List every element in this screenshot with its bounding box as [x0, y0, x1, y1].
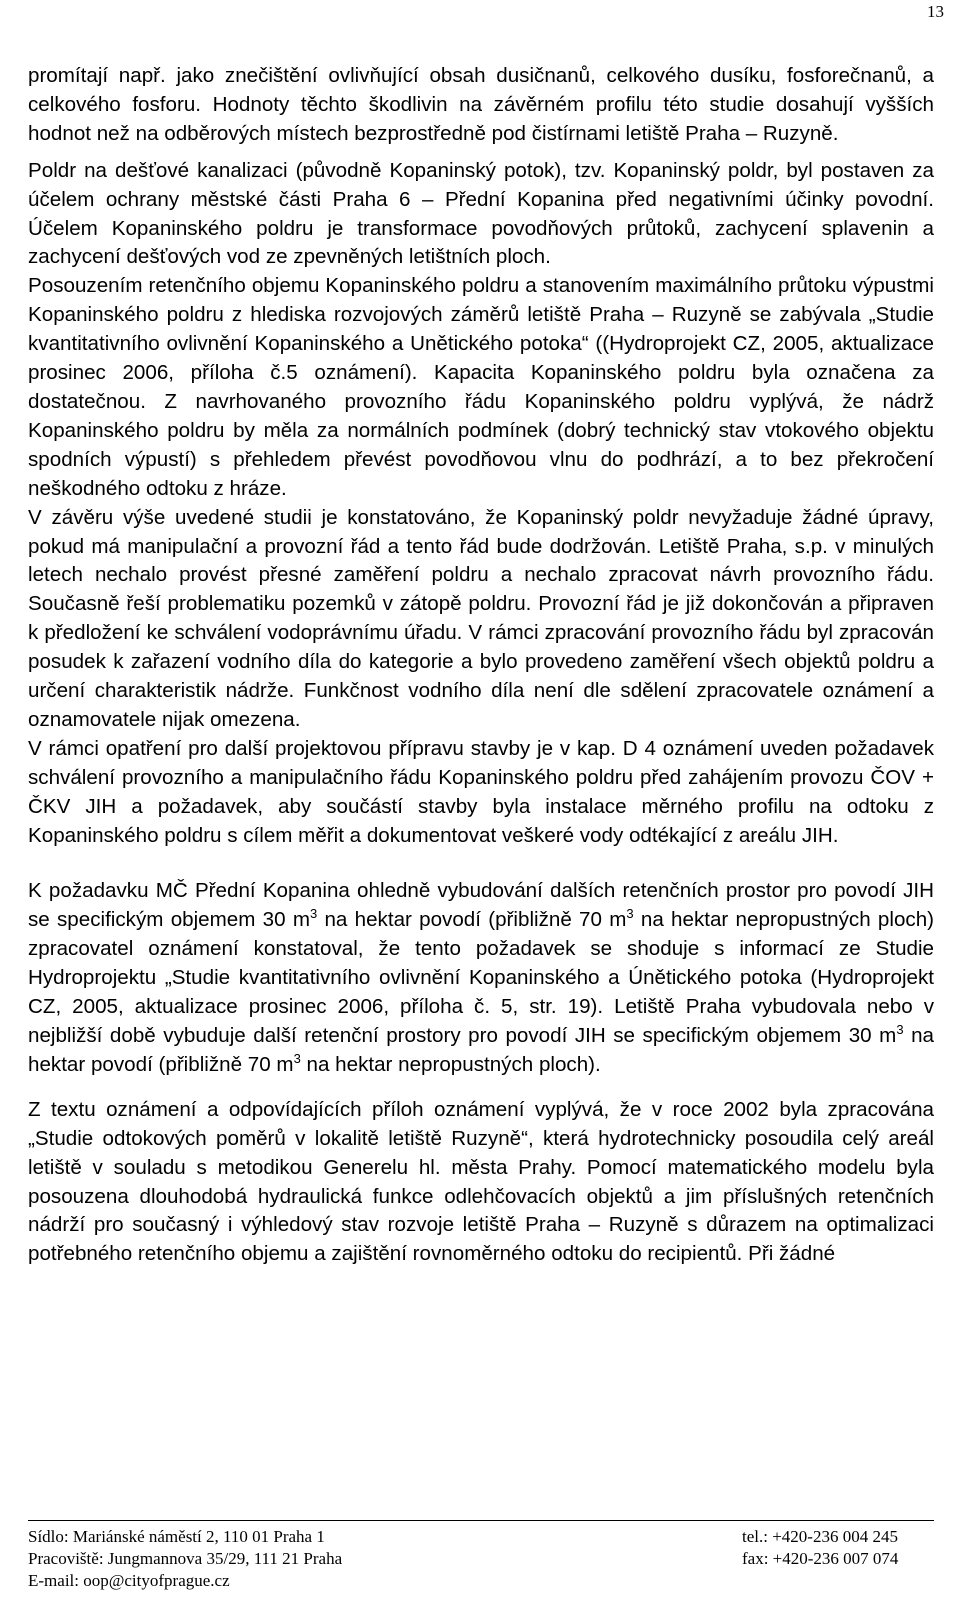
footer-address: Sídlo: Mariánské náměstí 2, 110 01 Praha 1	[28, 1527, 325, 1546]
footer-contact-right	[742, 1526, 898, 1570]
superscript: 3	[896, 1022, 904, 1037]
document-body	[28, 62, 934, 1269]
text-run: na hektar povodí (přibližně 70 m	[317, 908, 627, 932]
paragraph: promítají např. jako znečištění ovlivňující obsah dusičnanů, celkového dusíku, fosforečnanů, a celkového fosforu. Hodnoty těchto škodlivin na závěrném profilu této studie dosahují vyšších hodnot než na odběrových místech bezprostředně pod čistírnami letiště Praha – Ruzyně.	[28, 64, 934, 145]
paragraph: V rámci opatření pro další projektovou přípravu stavby je v kap. D 4 oznámení uveden požadavek schválení provozního a manipulačního řádu Kopaninského poldru před zahájením provozu ČOV + ČKV JIH a požadavek, aby součástí stavby byla instalace měrného profilu na odtoku z Kopaninského poldru s cílem měřit a dokumentovat veškeré vody odtékající z areálu JIH.	[28, 736, 934, 847]
footer-tel: tel.: +420-236 004 245	[742, 1527, 898, 1546]
superscript: 3	[309, 906, 318, 922]
paragraph: V závěru výše uvedené studii je konstatováno, že Kopaninský poldr nevyžaduje žádné úpravy, pokud má manipulační a provozní řád a tento řád bude dodržován. Letiště Praha, s.p. v minulých letech nechalo provést přesné zaměření poldru a nechalo zpracovat návrh provozního řádu. Současně řeší problematiku pozemků v zátopě poldru. Provozní řád je již dokončován a připraven k předložení ke schválení vodoprávnímu úřadu. V rámci zpracování provozního řádu byl zpracován posudek k zařazení vodního díla do kategorie a bylo provedeno zaměření všech objektů poldru a určení charakteristik nádrže. Funkčnost vodního díla není dle sdělení zpracovatele oznámení a oznamovatele nijak omezena.	[28, 505, 934, 731]
text-run: na hektar nepropustných ploch).	[300, 1052, 601, 1076]
paragraph: Posouzením retenčního objemu Kopaninského poldru a stanovením maximálního průtoku výpustmi Kopaninského poldru z hlediska rozvojových záměrů letiště Praha – Ruzyně se zabývala „Studie kvantitativního ovlivnění Kopaninského a Unětického potoka“ ((Hydroprojekt CZ, 2005, aktualizace prosinec 2006, příloha č.5 oznámení). Kapacita Kopaninského poldru byla označena za dostatečnou. Z navrhovaného provozního řádu Kopaninského poldru vyplývá, že nádrž Kopaninského poldru by měla za normálních podmínek (dobrý technický stav vtokového objektu spodních výpustí) s přehledem převést povodňovou vlnu do podhrází, a to bez překročení neškodného odtoku z hráze.	[28, 274, 934, 500]
paragraph: Poldr na dešťové kanalizaci (původně Kopaninský potok), tzv. Kopaninský poldr, byl postaven za účelem ochrany městské části Praha 6 – Přední Kopanina před negativními účinky povodní. Účelem Kopaninského poldru je transformace povodňových průtoků, zachycení splavenin a zachycení dešťových vod ze zpevněných letištních ploch.	[28, 158, 934, 269]
superscript: 3	[293, 1050, 301, 1066]
footer-contact-left	[28, 1526, 342, 1592]
footer-divider	[28, 1520, 934, 1521]
text-run: na hektar nepropustných ploch) zpracovatel oznámení konstatoval, že tento požadavek se shoduje s informací ze Studie Hydroprojektu „Studie kvantitativního ovlivnění Kopaninského a Únětického potoka (Hydroprojekt CZ, 2005, aktualizace prosinec 2006, příloha č. 5, str. 19). Letiště Praha vybudovala nebo v nejbližší době vybuduje další retenční prostory pro povodí JIH se specifickým objemem 30 m	[28, 908, 935, 1047]
superscript: 3	[626, 906, 634, 922]
footer-email: E-mail: oop@cityofprague.cz	[28, 1571, 230, 1590]
text-run: K požadavku MČ Přední Kopanina ohledně vybudování dalších retenčních prostor pro povodí JIH se specifickým objemem 30 m	[28, 879, 934, 932]
text-run: na hektar povodí (přibližně 70 m	[28, 1024, 934, 1076]
footer-workplace: Pracoviště: Jungmannova 35/29, 111 21 Praha	[28, 1549, 343, 1568]
paragraph	[28, 877, 934, 1079]
page-number: 13	[927, 2, 944, 21]
paragraph: Z textu oznámení a odpovídajících příloh oznámení vyplývá, že v roce 2002 byla zpracována „Studie odtokových poměrů v lokalitě letiště Ruzyně“, která hydrotechnicky posoudila celý areál letiště v souladu s metodikou Generelu hl. města Prahy. Pomocí matematického modelu byla posouzena dlouhodobá hydraulická funkce odlehčovacích objektů a jim příslušných retenčních nádrží pro současný i výhledový stav rozvoje letiště Praha – Ruzyně s důrazem na optimalizaci potřebného retenčního objemu a zajištění rovnoměrného odtoku do recipientů. Při žádné	[28, 1097, 934, 1266]
footer-fax: fax: +420-236 007 074	[742, 1549, 899, 1568]
